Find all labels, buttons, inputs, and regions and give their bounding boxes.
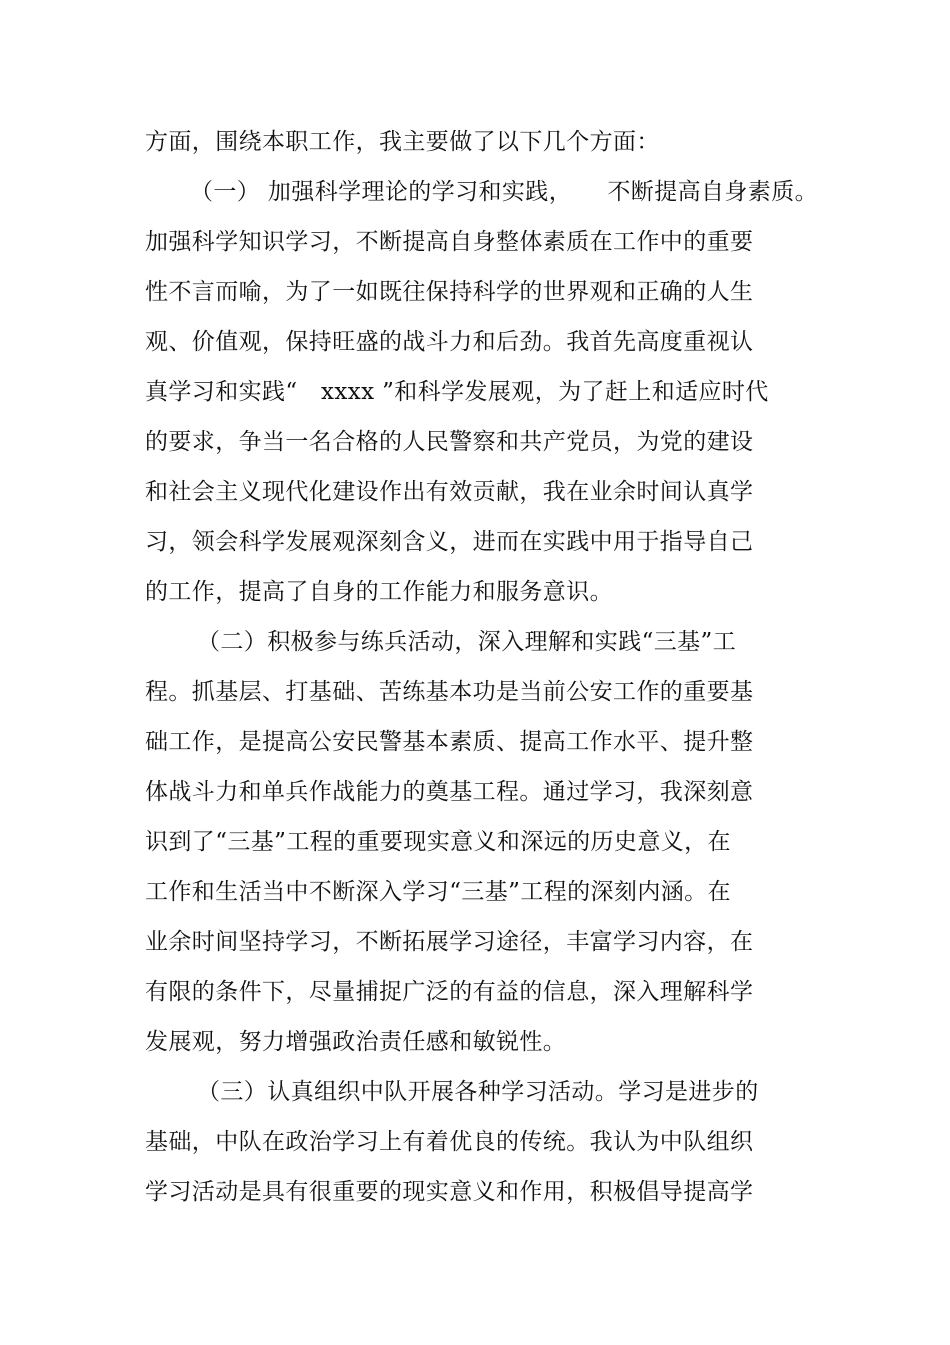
text-line: 体战斗力和单兵作战能力的奠基工程。通过学习，我深刻意 <box>145 779 754 805</box>
text-line: 学习活动是具有很重要的现实意义和作用，积极倡导提高学 <box>145 1179 754 1205</box>
text-line: 的工作，提高了自身的工作能力和服务意识。 <box>145 579 613 605</box>
text-line: 方面，围绕本职工作，我主要做了以下几个方面： <box>145 129 660 155</box>
text-line: 程。抓基层、打基础、苦练基本功是当前公安工作的重要基 <box>145 679 754 705</box>
text-line: 业余时间坚持学习，不断拓展学习途径，丰富学习内容，在 <box>145 929 754 955</box>
text-line: 和社会主义现代化建设作出有效贡献，我在业余时间认真学 <box>145 479 754 505</box>
section-heading-1: （一） 加强科学理论的学习和实践， 不断提高自身素质。 <box>190 179 819 205</box>
text-line: 工作和生活当中不断深入学习“三基”工程的深刻内涵。在 <box>145 879 731 905</box>
text-line: 有限的条件下，尽量捕捉广泛的有益的信息，深入理解科学 <box>145 979 754 1005</box>
text-line: 发展观，努力增强政治责任感和敏锐性。 <box>145 1029 567 1055</box>
text-line: 习，领会科学发展观深刻含义，进而在实践中用于指导自己 <box>145 529 754 555</box>
text-line: 真学习和实践“ xxxx ”和科学发展观，为了赶上和适应时代 <box>145 379 769 405</box>
text-line: 加强科学知识学习，不断提高自身整体素质在工作中的重要 <box>145 229 754 255</box>
section-heading-3: （三）认真组织中队开展各种学习活动。学习是进步的 <box>197 1079 759 1105</box>
text-line: 的要求，争当一名合格的人民警察和共产党员，为党的建设 <box>145 429 754 455</box>
text-line: 性不言而喻，为了一如既往保持科学的世界观和正确的人生 <box>145 279 754 305</box>
text-line: 观、价值观，保持旺盛的战斗力和后劲。我首先高度重视认 <box>145 329 754 355</box>
text-line: 基础，中队在政治学习上有着优良的传统。我认为中队组织 <box>145 1129 754 1155</box>
text-line: 础工作，是提高公安民警基本素质、提高工作水平、提升整 <box>145 729 754 755</box>
text-line: 识到了“三基”工程的重要现实意义和深远的历史意义，在 <box>145 829 731 855</box>
section-heading-2: （二）积极参与练兵活动，深入理解和实践“三基”工 <box>197 629 737 655</box>
